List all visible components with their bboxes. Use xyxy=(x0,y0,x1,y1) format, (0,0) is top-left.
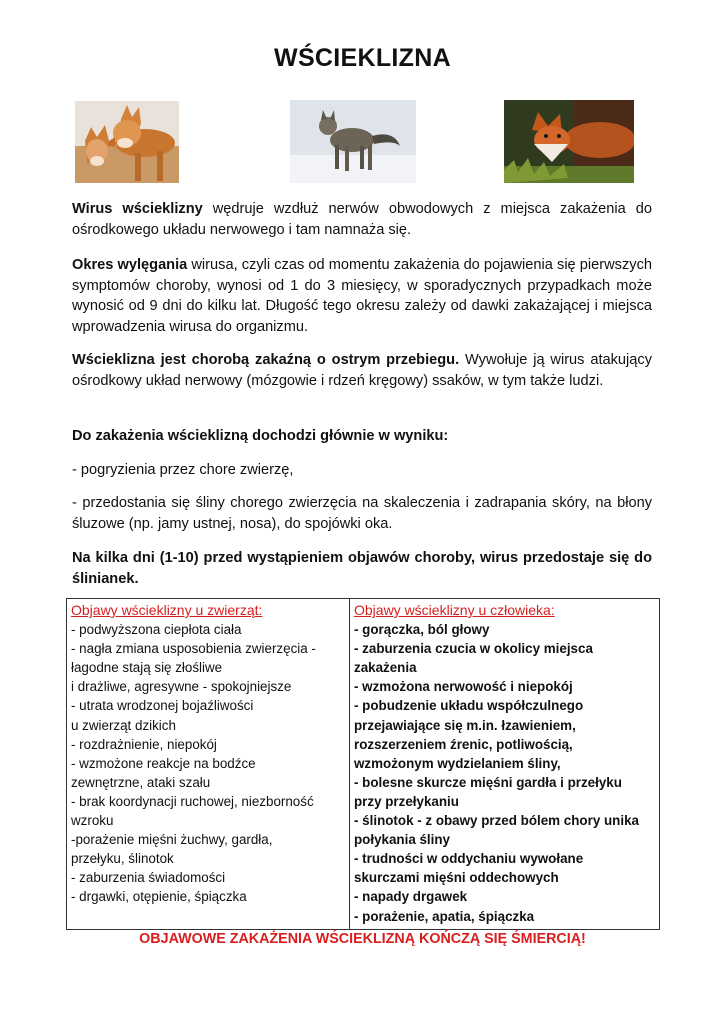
paragraph-virus-spread xyxy=(72,199,652,240)
table-row xyxy=(67,599,660,930)
human-symptoms-header: Objawy wścieklizny u człowieka: xyxy=(354,602,555,618)
symptom-line: - wzmożona nerwowość i niepokój xyxy=(354,679,573,695)
symptom-line: - pobudzenie układu współczulnego xyxy=(354,698,584,714)
symptoms-table xyxy=(66,598,660,930)
human-symptoms-list xyxy=(354,620,655,926)
symptom-line: - trudności w oddychaniu wywołane xyxy=(354,851,584,867)
symptom-line: - wzmożone reakcje na bodźce xyxy=(71,755,256,771)
paragraph-body: wirusa, czyli czas od momentu zakażenia do pojawienia się pierwszych symptomów choroby, wynosi od 1 do 3 miesięcy, w sporadycznych przypadkach może wynosić od 9 dni do kilku lat. Długość tego okresu zależy od dawki zakażającej i miejsca wprowadzenia wirusa do organizmu. xyxy=(72,257,652,335)
symptom-line: - zaburzenia świadomości xyxy=(71,870,226,886)
symptom-line: - zaburzenia czucia w okolicy miejsca xyxy=(354,641,593,657)
symptom-line: skurczami mięśni oddechowych xyxy=(354,870,559,886)
paragraph-body: Wywołuje ją wirus atakujący ośrodkowy układ nerwowy (mózgowie i rdzeń kręgowy) ssaków, w tym także ludzi. xyxy=(72,352,652,389)
paragraph-body: wędruje wzdłuż nerwów obwodowych z miejsca zakażenia do ośrodkowego układu nerwowego i tam namnaża się. xyxy=(72,201,652,238)
symptom-line: przełyku, ślinotok xyxy=(71,851,174,867)
fox-photo xyxy=(504,100,634,183)
symptom-line: przejawiające się m.in. łzawieniem, xyxy=(354,717,576,733)
symptom-line: - brak koordynacji ruchowej, niezborność xyxy=(71,793,314,809)
symptom-line: rozszerzeniem źrenic, potliwością, xyxy=(354,736,573,752)
symptom-line: zakażenia xyxy=(354,660,417,676)
cat-photo xyxy=(290,100,416,183)
page-title: WŚCIEKLIZNA xyxy=(274,44,451,72)
symptom-line: -porażenie mięśni żuchwy, gardła, xyxy=(71,832,273,848)
salivary-glands-note: Na kilka dni (1-10) przed wystąpieniem objawów choroby, wirus przedostaje się do ślinianek. xyxy=(72,550,652,587)
death-warning: OBJAWOWE ZAKAŻENIA WŚCIEKLIZNĄ KOŃCZĄ SIĘ ŚMIERCIĄ! xyxy=(139,931,586,947)
symptom-line: połykania śliny xyxy=(354,832,451,848)
animal-symptoms-cell xyxy=(67,599,350,930)
paragraph-lead: Okres wylęgania xyxy=(72,257,188,273)
human-symptoms-cell xyxy=(350,599,660,930)
animal-symptoms-header: Objawy wścieklizny u zwierząt: xyxy=(71,602,263,618)
symptom-line: - utrata wrodzonej bojaźliwości xyxy=(71,698,254,714)
symptom-line: - podwyższona ciepłota ciała xyxy=(71,622,242,638)
symptom-line: - napady drgawek xyxy=(354,889,468,905)
symptom-line: - gorączka, ból głowy xyxy=(354,622,490,638)
paragraph-incubation xyxy=(72,255,652,337)
symptom-line: łagodne stają się złośliwe xyxy=(71,660,223,676)
symptom-line: - bolesne skurcze mięśni gardła i przełyku xyxy=(354,774,622,790)
paragraph-lead: Wścieklizna jest chorobą zakaźną o ostrym przebiegu. xyxy=(72,352,460,368)
symptom-line: wzmożonym wydzielaniem śliny, xyxy=(354,755,561,771)
symptom-line: zewnętrzne, ataki szału xyxy=(71,774,211,790)
dingo-photo xyxy=(75,101,179,183)
paragraph-disease-course xyxy=(72,350,652,391)
animal-symptoms-list xyxy=(71,620,345,906)
symptom-line: i drażliwe, agresywne - spokojniejsze xyxy=(71,679,292,695)
symptom-line: - nagła zmiana usposobienia zwierzęcia - xyxy=(71,641,316,657)
symptom-line: - rozdrażnienie, niepokój xyxy=(71,736,217,752)
symptom-line: - ślinotok - z obawy przed bólem chory unika xyxy=(354,813,639,829)
infection-causes-heading: Do zakażenia wścieklizną dochodzi głównie w wyniku: xyxy=(72,428,449,444)
infection-cause-saliva: - przedostania się śliny chorego zwierzęcia na skaleczenia i zadrapania skóry, na błony śluzowe (np. jamy ustnej, nosa), do spojówki oka. xyxy=(72,495,652,532)
symptom-line: - drgawki, otępienie, śpiączka xyxy=(71,889,247,905)
symptom-line: u zwierząt dzikich xyxy=(71,717,176,733)
symptom-line: wzroku xyxy=(71,813,114,829)
symptom-line: przy przełykaniu xyxy=(354,793,459,809)
paragraph-lead: Wirus wścieklizny xyxy=(72,201,203,217)
symptom-line: - porażenie, apatia, śpiączka xyxy=(354,908,535,924)
infection-cause-bite: - pogryzienia przez chore zwierzę, xyxy=(72,462,294,478)
